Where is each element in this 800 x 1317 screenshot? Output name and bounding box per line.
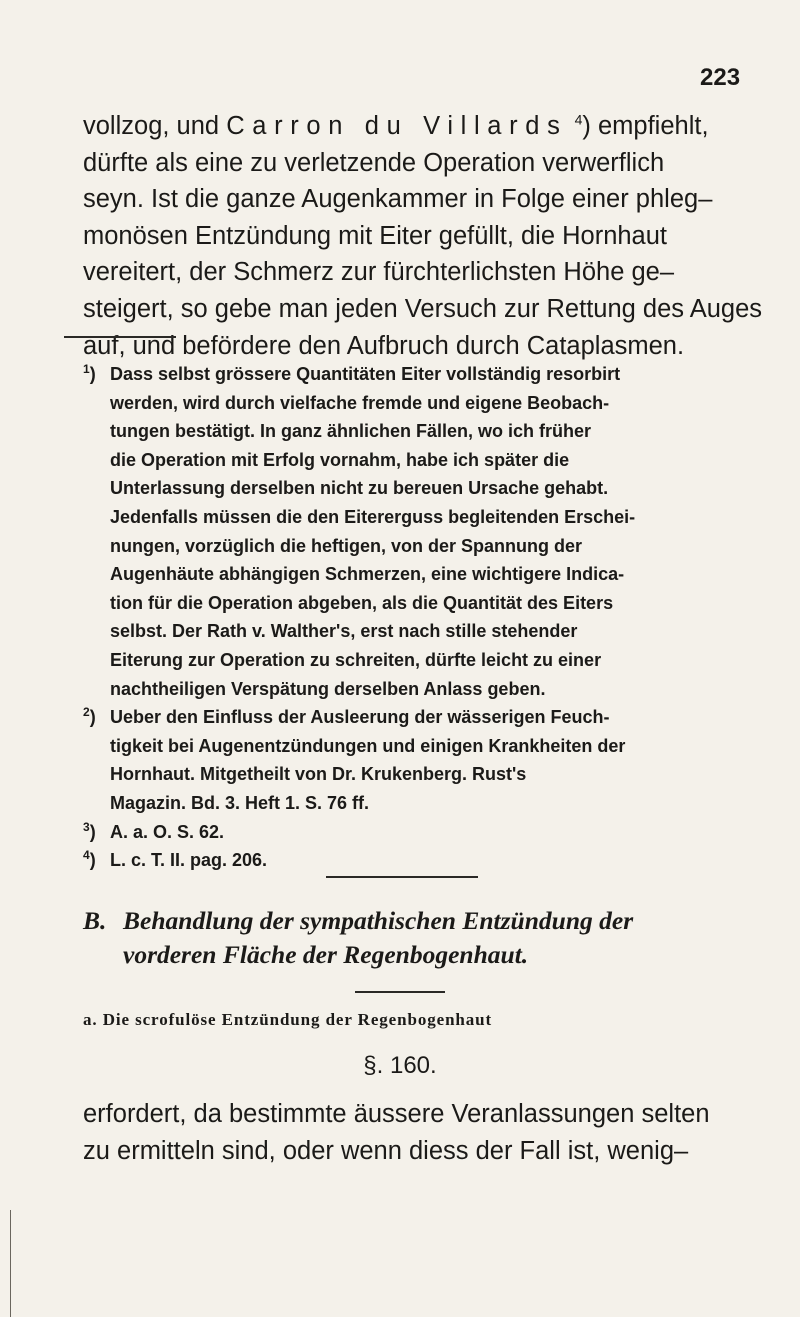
text-line: seyn. Ist die ganze Augenkammer in Folge einer phleg– <box>83 185 713 214</box>
footnote-line: $^1$) Dass selbst grössere Quantitäten Eiter vollständig resorbirt <box>83 360 763 389</box>
page-number: 223 <box>700 64 741 91</box>
main-text <box>83 108 773 364</box>
text-line: auf, und befördere den Aufbruch durch Cataplasmen. <box>83 331 685 360</box>
text-line: zu ermitteln sind, oder wenn diess der Fall ist, wenig– <box>83 1136 689 1165</box>
section-heading <box>83 904 773 972</box>
footnote-line: nungen, vorzüglich die heftigen, von der Spannung der <box>110 535 583 556</box>
footnote-line: tion für die Operation abgeben, als die Quantität des Eiters <box>110 592 614 613</box>
footnote-line: $^4$) L. c. T. II. pag. 206. <box>83 846 763 875</box>
footnote-line: selbst. Der Rath v. Walther's, erst nach stille stehender <box>110 621 578 642</box>
section-divider <box>326 876 478 878</box>
footnote-line: Hornhaut. Mitgetheilt von Dr. Krukenberg. Rust's <box>110 764 527 785</box>
author-name: Carron du Villards <box>226 112 568 140</box>
footnote-line: $^2$) Ueber den Einfluss der Ausleerung der wässerigen Feuch- <box>83 703 763 732</box>
footnote-marker: $^1$) <box>83 362 96 384</box>
footnote-marker: $^3$) <box>83 819 96 842</box>
text-line: erfordert, da bestimmte äussere Veranlassungen selten <box>83 1100 710 1128</box>
text-line: dürfte als eine zu verletzende Operation verwerflich <box>83 148 665 177</box>
text-line: monösen Entzündung mit Eiter gefüllt, die Hornhaut <box>83 221 668 250</box>
footnote-line: Unterlassung derselben nicht zu bereuen Ursache gehabt. <box>110 478 609 499</box>
footnote-line: Magazin. Bd. 3. Heft 1. S. 76 ff. <box>110 792 370 813</box>
section-number: §. 160. <box>363 1052 437 1079</box>
footnote-line: $^3$) A. a. O. S. 62. <box>83 818 763 847</box>
page-edge-shadow <box>10 1210 11 1317</box>
footnote-line: Jedenfalls müssen die den Eitererguss begleitenden Erschei- <box>110 506 636 527</box>
heading-divider <box>355 991 445 993</box>
footnote-line: werden, wird durch vielfache fremde und eigene Beobach- <box>110 392 610 413</box>
footnote-divider <box>64 336 176 338</box>
text-line: steigert, so gebe man jeden Versuch zur Rettung des Auges <box>83 294 763 323</box>
text-line: vollzog, und Carron du Villards $^4$) empfiehlt, <box>83 111 709 140</box>
footnote-line: Augenhäute abhängigen Schmerzen, eine wichtigere Indica- <box>110 564 625 585</box>
footnotes <box>83 360 763 875</box>
subheading: a. Die scrofulöse Entzündung der Regenbogenhaut <box>83 1010 493 1029</box>
text-line: vereitert, der Schmerz zur fürchterlichsten Höhe ge– <box>83 258 675 287</box>
footnote-marker: $^4$) <box>83 848 96 871</box>
footnote-line: nachtheiligen Verspätung derselben Anlass geben. <box>110 678 546 699</box>
footnote-line: die Operation mit Erfolg vornahm, habe ich später die <box>110 449 570 470</box>
footnote-line: tigkeit bei Augenentzündungen und einigen Krankheiten der <box>110 735 626 756</box>
heading-letter: B. <box>83 906 107 935</box>
heading-line: B. Behandlung der sympathischen Entzündung der <box>83 904 773 938</box>
heading-line: vorderen Fläche der Regenbogenhaut. <box>123 940 529 969</box>
footnote-line: Eiterung zur Operation zu schreiten, dürfte leicht zu einer <box>110 649 602 670</box>
footnote-line: tungen bestätigt. In ganz ähnlichen Fällen, wo ich früher <box>110 421 592 442</box>
footnote-marker: $^2$) <box>83 705 96 728</box>
closing-text <box>83 1096 773 1169</box>
footnote-ref: 4 <box>574 111 583 128</box>
